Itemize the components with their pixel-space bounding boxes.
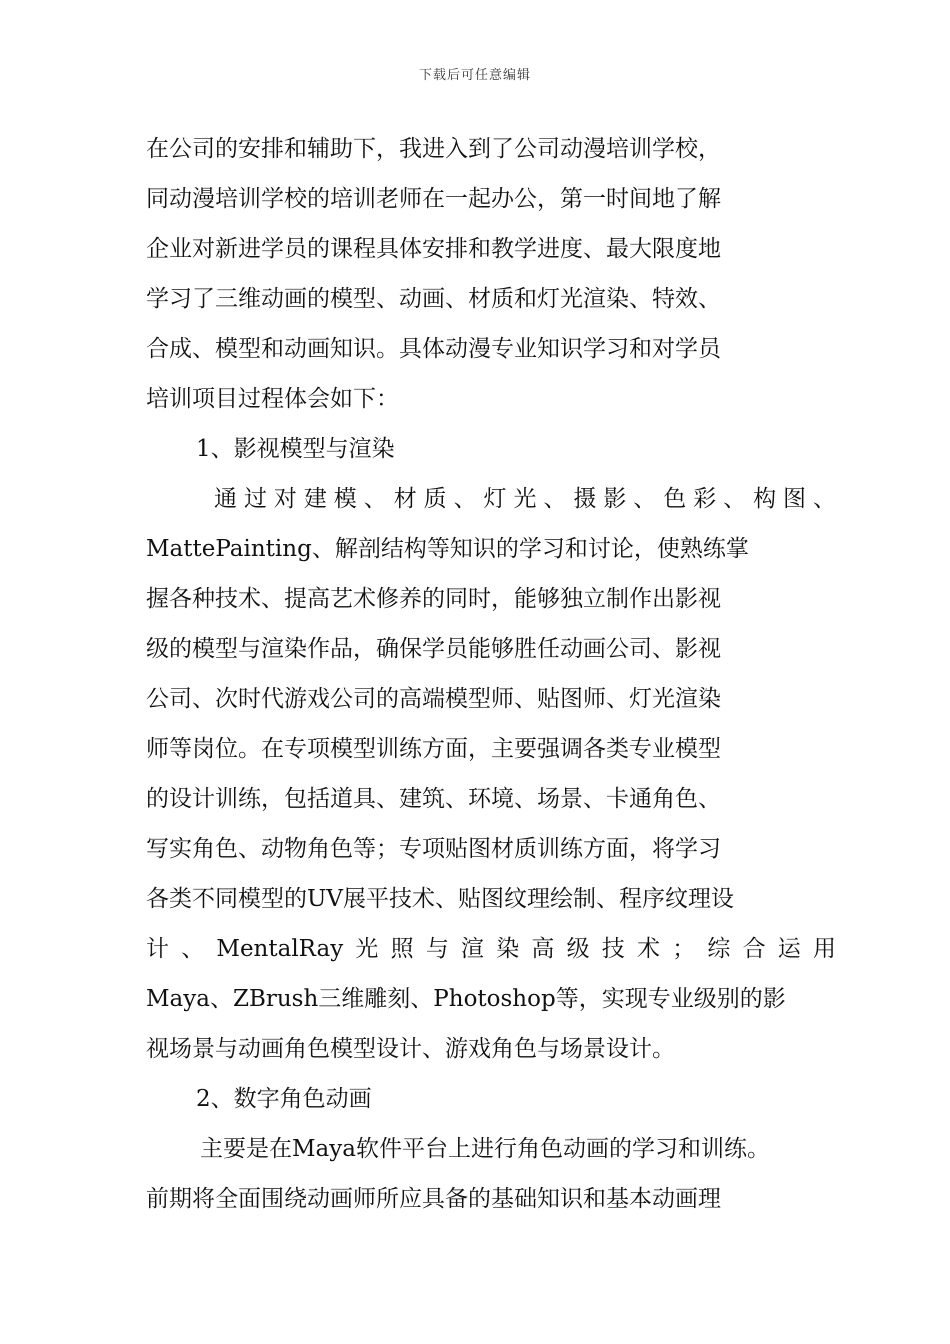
section-heading: 1、影视模型与渲染 [196,436,395,462]
page-header: 下载后可任意编辑 [418,68,531,83]
paragraph-line: Maya、ZBrush三维雕刻、Photoshop等，实现专业级别的影 [146,986,786,1012]
paragraph-line: 各类不同模型的UV展平技术、贴图纹理绘制、程序纹理设 [146,886,734,912]
section-heading: 2、数字角色动画 [196,1086,372,1112]
document-body [146,124,836,1224]
paragraph-line: 握各种技术、提高艺术修养的同时，能够独立制作出影视 [146,586,721,612]
paragraph-line: 公司、次时代游戏公司的高端模型师、贴图师、灯光渲染 [146,686,721,712]
paragraph-line: 级的模型与渲染作品，确保学员能够胜任动画公司、影视 [146,636,721,662]
paragraph-line: 的设计训练，包括道具、建筑、环境、场景、卡通角色、 [146,786,721,812]
paragraph-line: 在公司的安排和辅助下，我进入到了公司动漫培训学校， [146,136,721,162]
paragraph-line: MattePainting、解剖结构等知识的学习和讨论，使熟练掌 [146,536,749,562]
paragraph-line: 合成、模型和动画知识。具体动漫专业知识学习和对学员 [146,336,721,362]
paragraph-line: 学习了三维动画的模型、动画、材质和灯光渲染、特效、 [146,286,721,312]
paragraph-line: 写实角色、动物角色等；专项贴图材质训练方面，将学习 [146,836,721,862]
paragraph-line: 前期将全面围绕动画师所应具备的基础知识和基本动画理 [146,1186,721,1212]
paragraph-line: 通过对建模、材质、灯光、摄影、色彩、构图、 [214,486,836,512]
paragraph-line: 师等岗位。在专项模型训练方面，主要强调各类专业模型 [146,736,721,762]
paragraph-line: 计、MentalRay光照与渲染高级技术；综合运用 [146,936,836,962]
paragraph-line: 同动漫培训学校的培训老师在一起办公，第一时间地了解 [146,186,721,212]
paragraph-line: 视场景与动画角色模型设计、游戏角色与场景设计。 [146,1036,675,1062]
paragraph-line: 主要是在Maya软件平台上进行角色动画的学习和训练。 [200,1136,770,1162]
paragraph-line: 培训项目过程体会如下： [146,386,399,412]
paragraph-line: 企业对新进学员的课程具体安排和教学进度、最大限度地 [146,236,721,262]
